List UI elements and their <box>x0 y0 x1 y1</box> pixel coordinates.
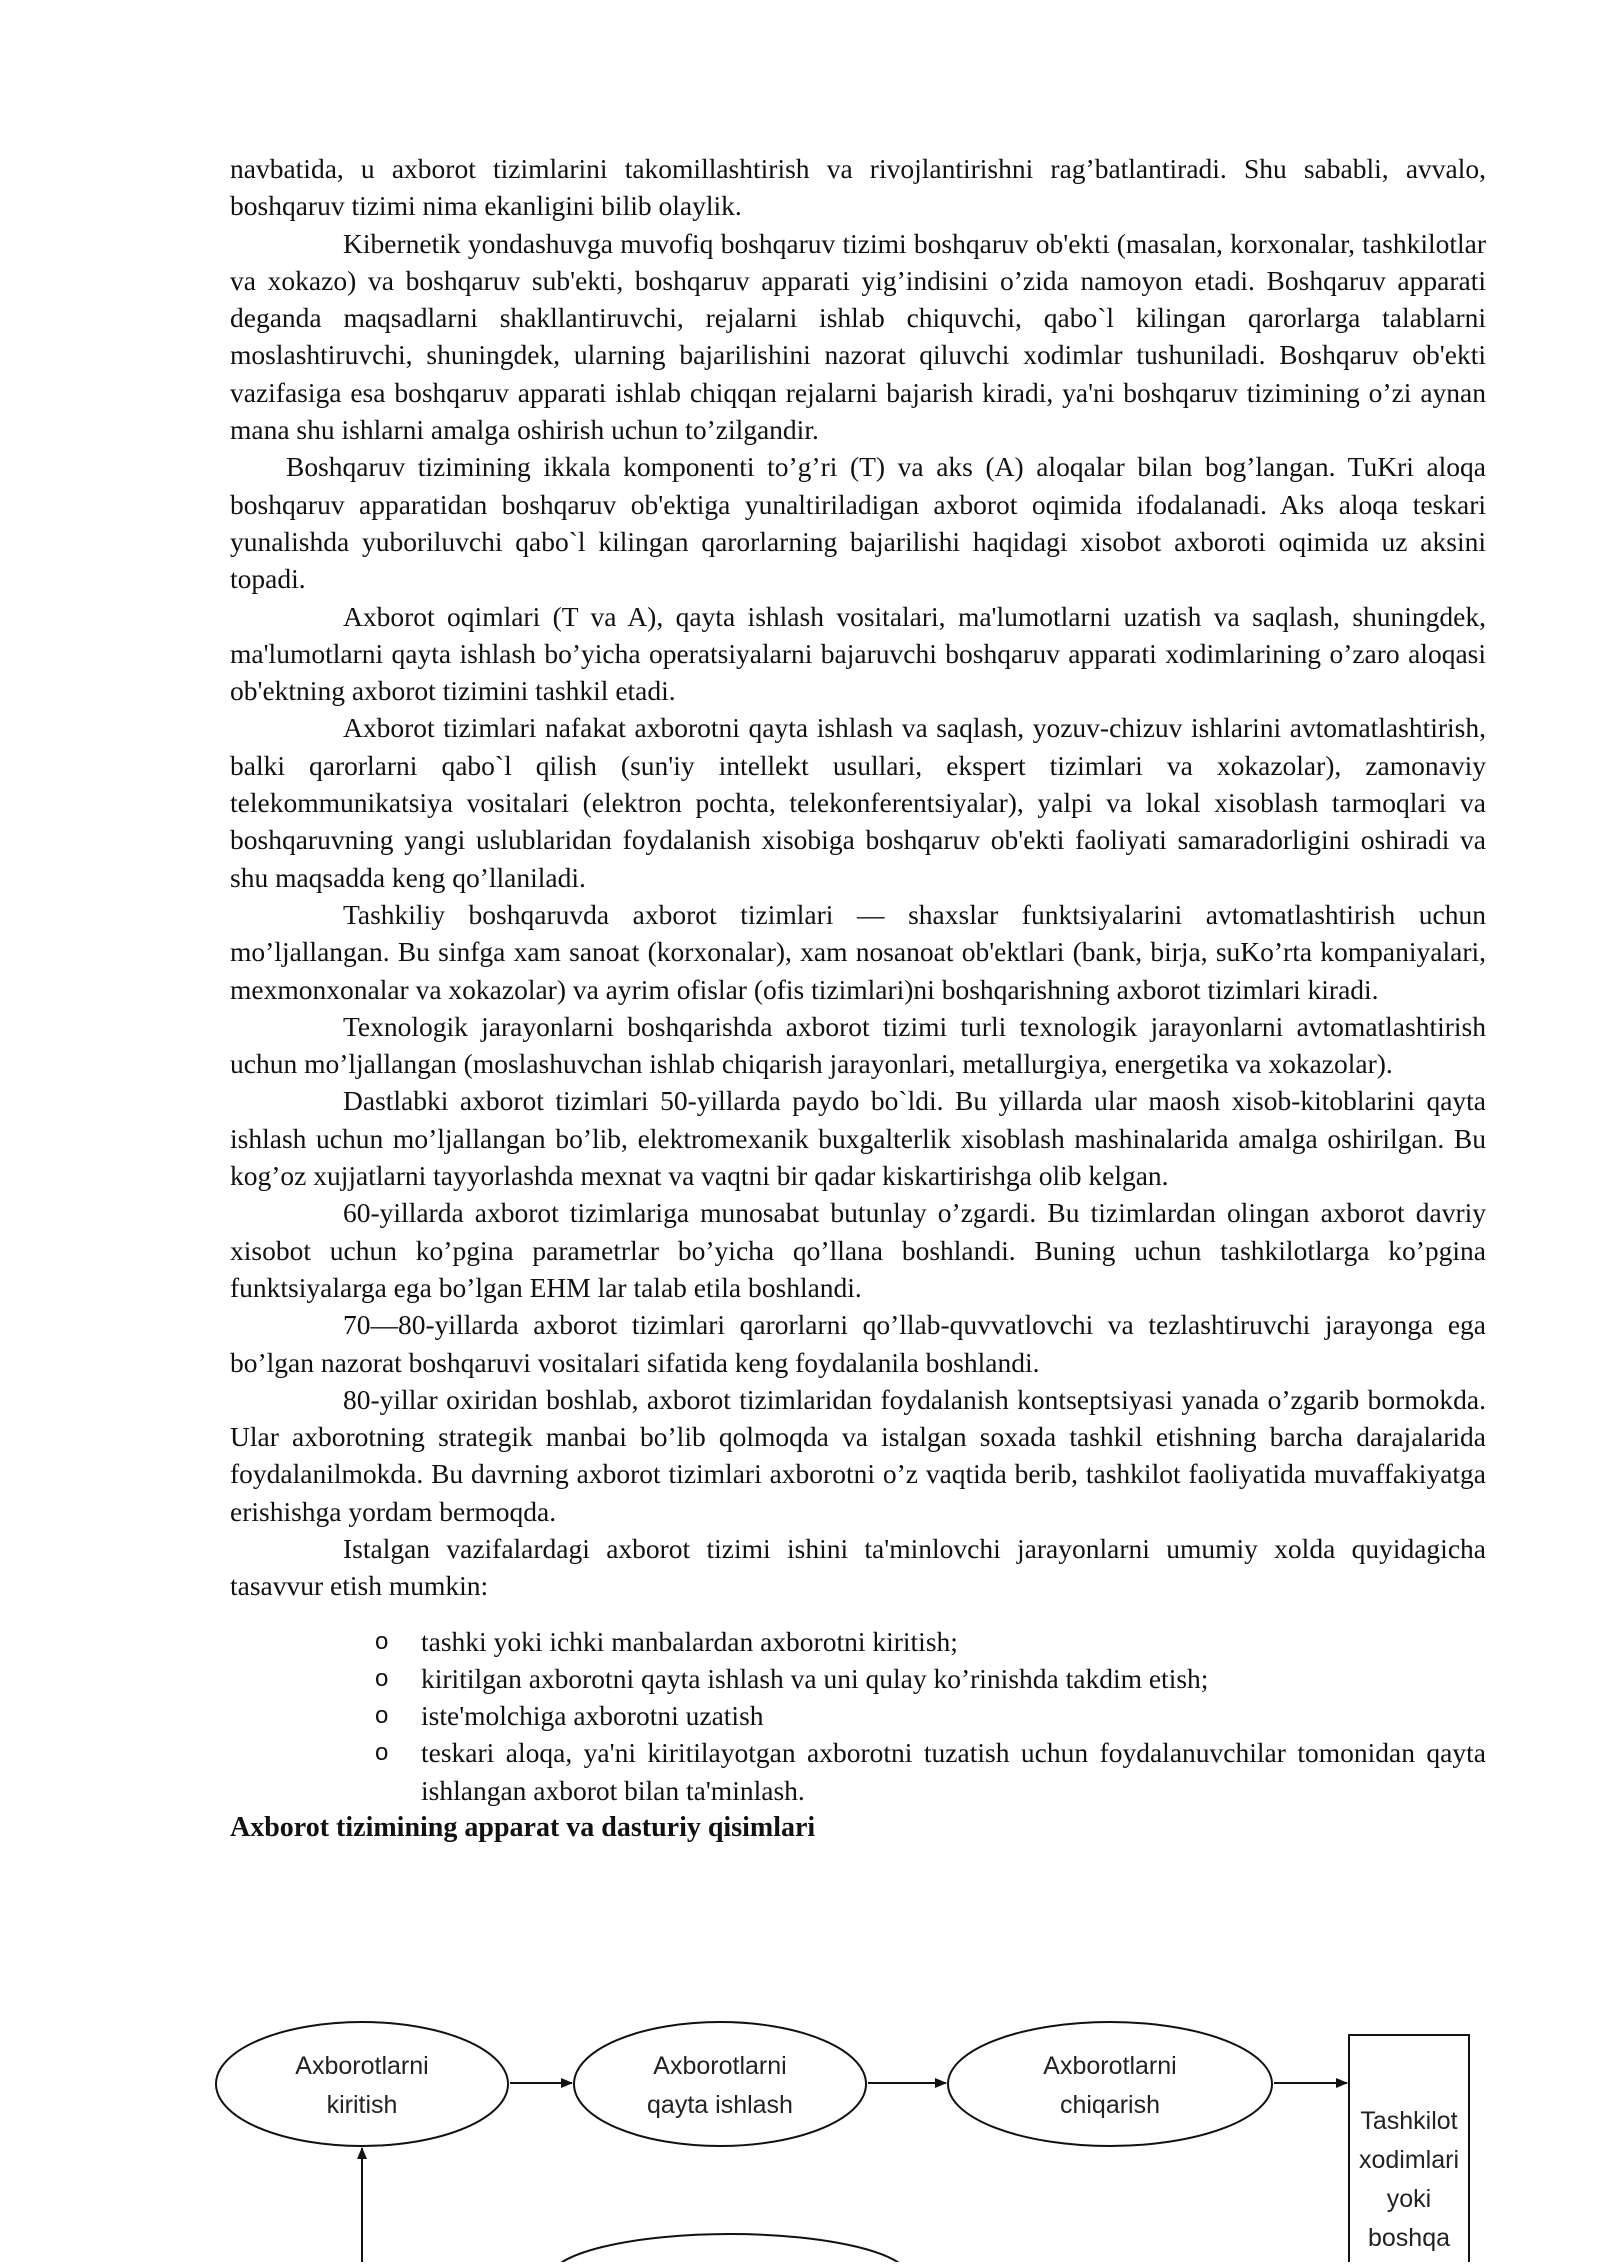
paragraph: Boshqaruv tizimining ikkala komponenti to’g’ri (T) va aks (A) aloqalar bilan bog’langan. TuKri aloqa boshqaruv apparatidan boshqaruv ob'ektiga yunaltiriladigan axborot oqimida ifodalanadi. Aks aloqa teskari yunalishda yuboriluvchi qabo`l kilingan qarorlarning bajarilishi haqidagi xisobot axboroti oqimida uz aksini topadi. <box>230 451 1486 595</box>
section-heading: Axborot tizimining apparat va dasturiy qisimlari <box>230 1812 816 1844</box>
node-output-label <box>948 2047 1272 2125</box>
bullet-marker: o <box>375 1739 389 1767</box>
bullet-list <box>230 1623 1486 1809</box>
paragraph: Texnologik jarayonlarni boshqarishda axborot tizimi turli texnologik jarayonlarni avtomatlashtirish uchun mo’ljallangan (moslashuvchan ishlab chiqarish jarayonlari, metallurgiya, energetika va xokazolar). <box>230 1010 1486 1080</box>
recipient-line2: xodimlari <box>1358 2146 1460 2174</box>
list-item <box>375 1697 1486 1734</box>
recipient-box-label <box>1349 2102 1469 2258</box>
paragraph: 60-yillarda axborot tizimlariga munosabat butunlay o’zgardi. Bu tizimlardan olingan axborot davriy xisobot uchun ko’pgina parametrlar bo’yicha qo’llana boshlandi. Buning uchun tashkilotlarga ko’pgina funktsiyalarga ega bo’lgan EHM lar talab etila boshlandi. <box>230 1197 1486 1303</box>
list-item-text: kiritilgan axborotni qayta ishlash va uni qulay ko’rinishda takdim etish; <box>421 1662 1209 1694</box>
node-input-label <box>216 2047 508 2125</box>
node-processing-line2: qayta ishlash <box>647 2091 793 2119</box>
node-input-line1: Axborotlarni <box>295 2052 429 2080</box>
paragraph: Axborot tizimlari nafakat axborotni qayta ishlash va saqlash, yozuv-chizuv ishlarini avtomatlashtirish, balki qarorlarni qabo`l qilish (sun'iy intellekt usullari, ekspert tizimlari va xokazolar), zamonaviy telekommunikatsiya vositalari (elektron pochta, telekonferentsiyalar), yalpi va lokal xisoblash tarmoqlari va boshqaruvning yangi uslublaridan foydalanish xisobiga boshqaruv ob'ekti faoliyati samaradorligini oshiradi va shu maqsadda keng qo’llaniladi. <box>230 712 1486 893</box>
paragraph: 70—80-yillarda axborot tizimlari qarorlarni qo’llab-quvvatlovchi va tezlashtiruvchi jarayonga ega bo’lgan nazorat boshqaruvi vositalari sifatida keng foydalanila boshlandi. <box>230 1309 1486 1378</box>
flow-diagram <box>0 2010 1600 2262</box>
node-processing-label <box>574 2047 866 2125</box>
node-input-line2: kiritish <box>326 2091 398 2119</box>
node-output-line2: chiqarish <box>1059 2091 1161 2119</box>
recipient-line3: yoki <box>1386 2185 1432 2213</box>
list-item <box>375 1734 1486 1809</box>
body-text <box>230 150 1486 1847</box>
bullet-marker: o <box>375 1664 389 1692</box>
paragraph-continuation: navbatida, u axborot tizimlarini takomillashtirish va rivojlantirishni rag’batlantiradi. Shu sababli, avvalo, boshqaruv tizimi nima ekanligini bilib olaylik. <box>230 153 1486 222</box>
recipient-line4: boshqa <box>1367 2224 1451 2252</box>
paragraph: 80-yillar oxiridan boshlab, axborot tizimlaridan foydalanish kontseptsiyasi yanada o’zgarib bormokda. Ular axborotning strategik manbai bo’lib qolmoqda va istalgan soxada tashkil etishning barcha darajalarida foydalanilmokda. Bu davrning axborot tizimlari axborotni o’z vaqtida berib, tashkilot faoliyatida muvaffakiyatga erishishga yordam bermoqda. <box>230 1383 1486 1527</box>
paragraph: Axborot oqimlari (T va A), qayta ishlash vositalari, ma'lumotlarni uzatish va saqlash, shuningdek, ma'lumotlarni qayta ishlash bo’yicha operatsiyalarni bajaruvchi boshqaruv apparati xodimlarining o’zaro aloqasi ob'ektning axborot tizimini tashkil etadi. <box>230 600 1486 707</box>
paragraph: Dastlabki axborot tizimlari 50-yillarda paydo bo`ldi. Bu yillarda ular maosh xisob-kitoblarini qayta ishlash uchun mo’ljallangan bo’lib, elektromexanik buxgalterlik xisoblash mashinalarida amalga oshirilgan. Bu kog’oz xujjatlarni tayyorlashda mexnat va vaqtni bir qadar kiskartirishga olib kelgan. <box>230 1085 1486 1192</box>
paragraph: Tashkiliy boshqaruvda axborot tizimlari — shaxslar funktsiyalarini avtomatlashtirish uchun mo’ljallangan. Bu sinfga xam sanoat (korxonalar), xam nosanoat ob'ektlari (bank, birja, suKo’rta kompaniyalari, mexmonxonalar va xokazolar) va ayrim ofislar (ofis tizimlari)ni boshqarishning axborot tizimlari kiradi. <box>230 898 1486 1005</box>
list-item-text: teskari aloqa, ya'ni kiritilayotgan axborotni tuzatish uchun foydalanuvchilar tomonidan qayta ishlangan axborot bilan ta'minlash. <box>421 1737 1486 1806</box>
list-item-text: tashki yoki ichki manbalardan axborotni kiritish; <box>421 1625 958 1657</box>
bullet-marker: o <box>375 1627 389 1655</box>
bullet-marker: o <box>375 1702 389 1730</box>
paragraph: Kibernetik yondashuvga muvofiq boshqaruv tizimi boshqaruv ob'ekti (masalan, korxonalar, tashkilotlar va xokazo) va boshqaruv sub'ekti, boshqaruv apparati yig’indisini o’zida namoyon etadi. Boshqaruv apparati deganda maqsadlarni shakllantiruvchi, rejalarni ishlab chiquvchi, qabo`l kilingan qarorlarga talablarni moslashtiruvchi, shuningdek, ularning bajarilishini nazorat qiluvchi xodimlar tushuniladi. Boshqaruv ob'ekti vazifasiga esa boshqaruv apparati ishlab chiqqan rejalarni bajarish kiradi, ya'ni boshqaruv tizimining o’zi aynan mana shu ishlarni amalga oshirish uchun to’zilgandir. <box>230 227 1486 446</box>
node-processing-line1: Axborotlarni <box>653 2052 787 2080</box>
recipient-line1: Tashkilot <box>1360 2107 1458 2135</box>
list-item-text: iste'molchiga axborotni uzatish <box>421 1700 764 1732</box>
list-item <box>375 1660 1486 1697</box>
list-item <box>375 1623 1486 1660</box>
bottom-ellipse <box>550 2234 910 2262</box>
node-output-line1: Axborotlarni <box>1043 2052 1177 2080</box>
paragraph: Istalgan vazifalardagi axborot tizimi ishini ta'minlovchi jarayonlarni umumiy xolda quyidagicha tasavvur etish mumkin: <box>230 1532 1486 1602</box>
